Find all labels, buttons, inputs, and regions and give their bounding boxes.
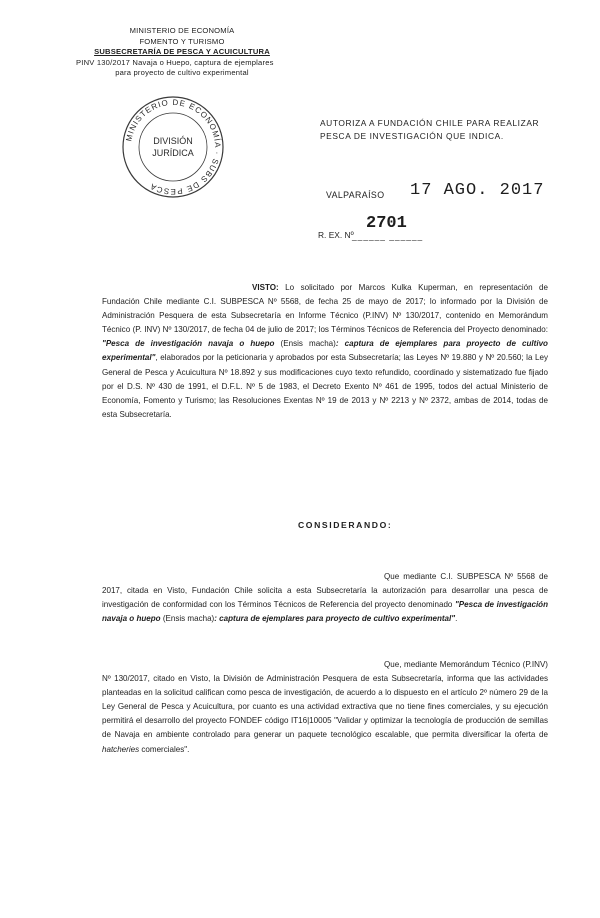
division-juridica-seal bbox=[118, 92, 228, 202]
ministry-name: MINISTERIO DE ECONOMÍA bbox=[129, 26, 235, 35]
seal-center-line-2: JURÍDICA bbox=[152, 148, 194, 158]
pinv-reference: PINV 130/2017 Navaja o Huepo, captura de ejemplares bbox=[76, 57, 274, 67]
visto-project-title-1: "Pesca de investigación navaja o huepo bbox=[102, 339, 275, 349]
ministry-name-2: FOMENTO Y TURISMO bbox=[139, 36, 225, 46]
letterhead bbox=[72, 26, 292, 79]
reference-title bbox=[320, 117, 539, 143]
pinv-reference-2: para proyecto de cultivo experimental bbox=[115, 68, 249, 78]
c1-project-species: (Ensis macha) bbox=[160, 614, 215, 624]
visto-lead: VISTO: bbox=[252, 283, 279, 292]
c2-text-2: comerciales". bbox=[139, 744, 190, 754]
rex-label: R. EX. Nº bbox=[318, 230, 354, 240]
c1-project-title-1: "Pesca de investigación navaja o huepo bbox=[102, 600, 549, 624]
c2-text-1: Que, mediante Memorándum Técnico (P.INV) Nº 130/2017, citado en Visto, la División de Administración Pesquera de esta Subsecretaría, informa que las actividades planteadas en la solicitud califican como pesca de investigación, de acuerdo a lo dispuesto en el artículo 2º número 29 de la Ley General de Pesca y Acuicultura, por cuanto es una actividad extractiva que no tiene fines comerciales, y su ejecución permitirá el desarrollo del proyecto FONDEF código IT16|10005 "Validar y optimizar la tecnología de producción de semillas de Navaja en ambiente controlado para generar un paquete tecnológico escalable, que permita diversificar la oferta de bbox=[102, 660, 548, 740]
considerando-paragraph-1 bbox=[102, 570, 548, 626]
considerando-paragraph-2 bbox=[102, 658, 548, 757]
seal-center-line-1: DIVISIÓN bbox=[153, 136, 193, 146]
visto-project-title-2: : captura de ejemplares para proyecto de cultivo experimental" bbox=[102, 339, 548, 363]
reference-line-1: AUTORIZA A FUNDACIÓN CHILE PARA REALIZAR bbox=[320, 118, 540, 128]
reference-line-2: PESCA DE INVESTIGACIÓN QUE INDICA. bbox=[320, 131, 504, 141]
place: VALPARAÍSO bbox=[326, 190, 385, 200]
rex-blank-line: ______ ______ bbox=[352, 231, 424, 241]
c1-text-2: . bbox=[455, 614, 458, 624]
seal-ring-text: MINISTERIO DE ECONOMÍA · SUBS DE PESCA bbox=[124, 97, 223, 197]
date-stamp: 17 AGO. 2017 bbox=[410, 181, 545, 200]
visto-text-1: Lo solicitado por Marcos Kulka Kuperman, en representación de Fundación Chile mediante C.I. SUBPESCA Nº 5568, de fecha 25 de mayo de 2017; lo informado por la División de Administración Pesquera de esta Subsecretaría en Informe Técnico (P.INV) Nº 130/2017, contenido en Memorándum Técnico (P. INV) Nº 130/2017, de fecha 04 de julio de 2017; los Términos Técnicos de Referencia del Proyecto denominado: bbox=[102, 283, 548, 335]
rex-number: 2701 bbox=[366, 214, 407, 233]
visto-paragraph bbox=[102, 281, 548, 422]
c1-text-1: Que mediante C.I. SUBPESCA Nº 5568 de 2017, citada en Visto, Fundación Chile solicita a esta Subsecretaría la autorización para desarrollar una pesca de investigación de conformidad con los Términos Técnicos de Referencia del proyecto denominado bbox=[102, 572, 548, 610]
c1-project-title-2: : captura de ejemplares para proyecto de cultivo experimental" bbox=[214, 614, 456, 624]
visto-text-2: , elaborados por la peticionaria y aprobados por esta Subsecretaría; las Leyes Nº 19.880 y Nº 20.560; la Ley General de Pesca y Acuicultura Nº 18.892 y sus modificaciones cuyo texto refundido, coordinado y sistematizado fue fijado por el D.S. Nº 430 de 1991, el D.F.L. Nº 5 de 1983, el Decreto Exento Nº 461 de 1995, todos del actual Ministerio de Economía, Fomento y Turismo; las Resoluciones Exentas Nº 19 de 2013 y Nº 2213 y Nº 2372, ambas de 2014, todas de esta Subsecretaría. bbox=[102, 353, 548, 419]
subsecretaria-name: SUBSECRETARÍA DE PESCA Y ACUICULTURA bbox=[94, 47, 270, 57]
visto-project-species: (Ensis macha) bbox=[274, 339, 336, 349]
c2-italic-word: hatcheries bbox=[102, 744, 140, 754]
considerando-heading: CONSIDERANDO: bbox=[298, 520, 393, 530]
